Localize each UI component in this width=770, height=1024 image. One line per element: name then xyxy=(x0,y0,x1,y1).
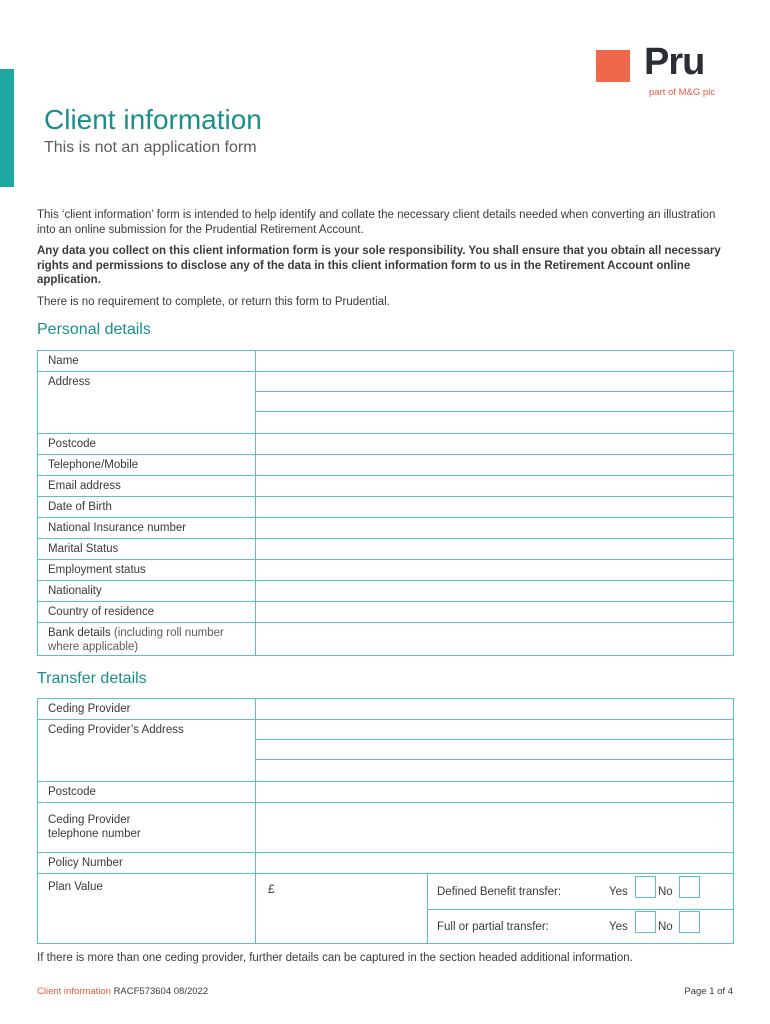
table-row xyxy=(38,372,734,434)
dob-label: Date of Birth xyxy=(38,497,256,518)
personal-details-heading: Personal details xyxy=(37,321,151,338)
table-row xyxy=(38,602,734,623)
page-number: Page 1 of 4 xyxy=(684,986,733,997)
email-label: Email address xyxy=(38,476,256,497)
bank-label-note: (including roll number where applicable) xyxy=(48,627,224,653)
ni-field[interactable] xyxy=(256,518,734,539)
defined-benefit-yes-checkbox[interactable] xyxy=(635,876,656,898)
transfer-details-table xyxy=(37,698,734,944)
transfer-details-heading: Transfer details xyxy=(37,670,147,687)
ceding-address-line-1[interactable] xyxy=(256,720,733,740)
table-row xyxy=(38,853,734,874)
address-line-2[interactable] xyxy=(256,392,733,412)
defined-benefit-row xyxy=(428,874,733,910)
currency-symbol: £ xyxy=(268,882,275,896)
intro-paragraph: This ‘client information’ form is intended to help identify and collate the necessary client details needed when converting an illustration into an online submission for the Prudential Retirement Account. xyxy=(37,209,716,236)
transfer-type-grid xyxy=(427,874,733,943)
table-row xyxy=(38,476,734,497)
bank-label xyxy=(38,623,256,656)
table-row xyxy=(38,539,734,560)
table-row xyxy=(38,782,734,803)
table-row xyxy=(38,720,734,782)
footer-doc-ref xyxy=(37,986,208,997)
logo-tagline: part of M&G plc xyxy=(649,87,715,98)
telephone-label: Telephone/Mobile xyxy=(38,455,256,476)
dob-field[interactable] xyxy=(256,497,734,518)
table-row xyxy=(38,874,734,944)
name-label: Name xyxy=(38,351,256,372)
full-partial-yes-label: Yes xyxy=(609,921,628,933)
ceding-address-field[interactable] xyxy=(256,720,734,782)
responsibility-paragraph: Any data you collect on this client information form is your sole responsibility. You shall ensure that you obtain all necessary rights and permissions to disclose any of the data in this client information form to us in the Retirement Account online application. xyxy=(37,245,721,286)
defined-benefit-label: Defined Benefit transfer: xyxy=(437,886,562,898)
employment-label: Employment status xyxy=(38,560,256,581)
table-row xyxy=(38,623,734,656)
pru-logo xyxy=(596,41,726,101)
table-row xyxy=(38,455,734,476)
personal-details-table xyxy=(37,350,734,656)
address-line-1[interactable] xyxy=(256,372,733,392)
nationality-field[interactable] xyxy=(256,581,734,602)
footer-doc-code: RACF573604 08/2022 xyxy=(113,986,209,997)
name-field[interactable] xyxy=(256,351,734,372)
email-field[interactable] xyxy=(256,476,734,497)
ceding-address-line-3[interactable] xyxy=(256,760,733,780)
address-field[interactable] xyxy=(256,372,734,434)
table-row xyxy=(38,497,734,518)
defined-benefit-no-label: No xyxy=(658,886,673,898)
marital-field[interactable] xyxy=(256,539,734,560)
marital-label: Marital Status xyxy=(38,539,256,560)
bank-field[interactable] xyxy=(256,623,734,656)
ceding-provider-field[interactable] xyxy=(256,699,734,720)
defined-benefit-yes-label: Yes xyxy=(609,886,628,898)
postcode-label: Postcode xyxy=(38,434,256,455)
address-line-3[interactable] xyxy=(256,412,733,432)
bank-label-text: Bank details xyxy=(48,627,111,639)
policy-number-label: Policy Number xyxy=(38,853,256,874)
table-row xyxy=(38,351,734,372)
country-field[interactable] xyxy=(256,602,734,623)
telephone-field[interactable] xyxy=(256,455,734,476)
page-subtitle: This is not an application form xyxy=(44,139,257,156)
table-row xyxy=(38,560,734,581)
table-row xyxy=(38,518,734,539)
requirement-paragraph: There is no requirement to complete, or return this form to Prudential. xyxy=(37,296,390,308)
logo-wordmark: Pru xyxy=(644,41,705,83)
ceding-phone-label xyxy=(38,803,256,853)
address-label: Address xyxy=(38,372,256,434)
employment-field[interactable] xyxy=(256,560,734,581)
policy-number-field[interactable] xyxy=(256,853,734,874)
ceding-provider-footnote: If there is more than one ceding provider, further details can be captured in the section headed additional information. xyxy=(37,952,633,964)
table-row xyxy=(38,581,734,602)
page-title: Client information xyxy=(44,104,262,135)
accent-bar xyxy=(0,69,14,187)
nationality-label: Nationality xyxy=(38,581,256,602)
ceding-provider-label: Ceding Provider xyxy=(38,699,256,720)
plan-value-label: Plan Value xyxy=(38,874,256,944)
table-row xyxy=(38,803,734,853)
defined-benefit-no-checkbox[interactable] xyxy=(679,876,700,898)
full-partial-label: Full or partial transfer: xyxy=(437,921,549,933)
ceding-phone-label-line-2: telephone number xyxy=(48,828,141,840)
ceding-phone-label-line-1: Ceding Provider xyxy=(48,814,131,826)
ceding-address-label: Ceding Provider’s Address xyxy=(38,720,256,782)
ceding-phone-field[interactable] xyxy=(256,803,734,853)
ceding-address-line-2[interactable] xyxy=(256,740,733,760)
logo-square xyxy=(596,50,630,82)
full-partial-no-checkbox[interactable] xyxy=(679,911,700,933)
postcode-field[interactable] xyxy=(256,434,734,455)
table-row xyxy=(38,434,734,455)
full-partial-row xyxy=(428,909,733,944)
ceding-postcode-field[interactable] xyxy=(256,782,734,803)
country-label: Country of residence xyxy=(38,602,256,623)
ni-label: National Insurance number xyxy=(38,518,256,539)
ceding-postcode-label: Postcode xyxy=(38,782,256,803)
plan-value-cell xyxy=(256,874,734,944)
table-row xyxy=(38,699,734,720)
footer-doc-name: Client information xyxy=(37,986,111,997)
full-partial-no-label: No xyxy=(658,921,673,933)
full-partial-yes-checkbox[interactable] xyxy=(635,911,656,933)
